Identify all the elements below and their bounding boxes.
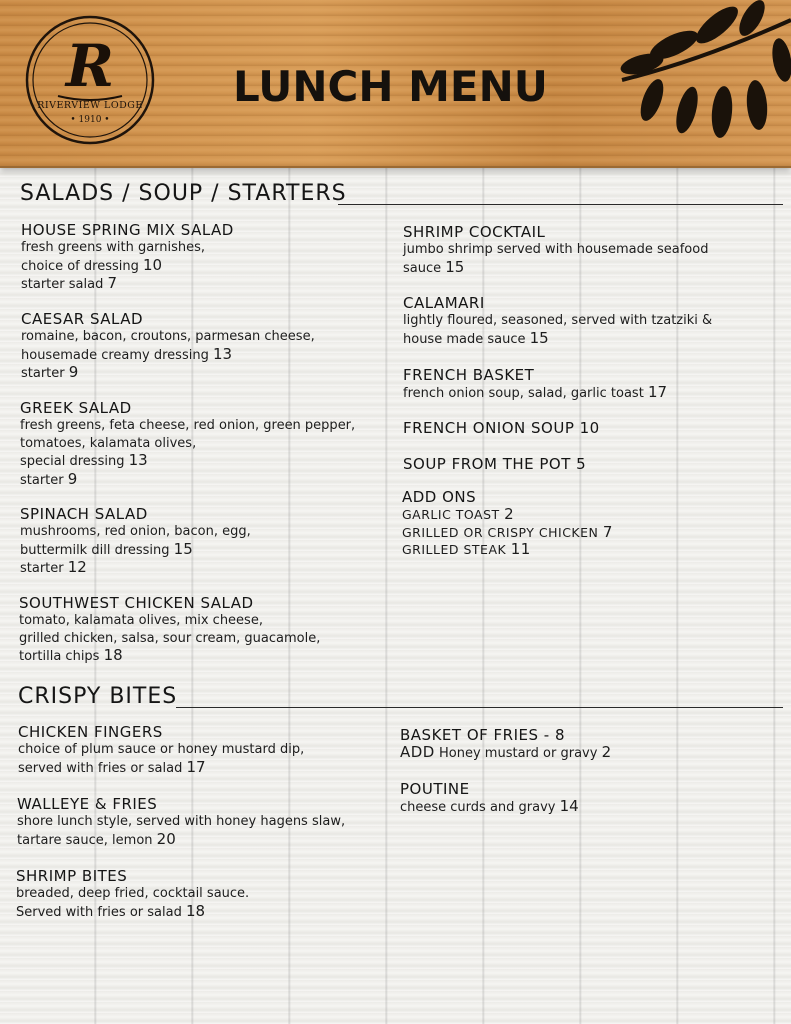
- riverview-lodge-logo: [24, 14, 156, 146]
- item-description: tortilla chips 18: [19, 646, 123, 664]
- item-price: 18: [185, 901, 206, 920]
- item-description: ADD Honey mustard or gravy 2: [400, 743, 612, 761]
- item-description: french onion soup, salad, garlic toast 17: [403, 383, 668, 401]
- section-title-salads: SALADS / SOUP / STARTERS: [20, 181, 347, 206]
- menu-item-shrimp-cocktail: [403, 223, 708, 277]
- item-description: special dressing 13: [20, 451, 148, 469]
- add-on-option: GRILLED STEAK 11: [402, 540, 531, 558]
- item-description: served with fries or salad 17: [18, 757, 206, 776]
- item-description: house made sauce 15: [403, 328, 549, 347]
- logo-year: • 1910 •: [70, 115, 110, 125]
- menu-item-walleye-fries: [17, 795, 345, 849]
- item-price: 13: [212, 344, 233, 363]
- item-price: 17: [186, 757, 206, 776]
- item-name: CALAMARI: [403, 294, 485, 312]
- item-description: romaine, bacon, croutons, parmesan cheese,: [21, 329, 315, 344]
- item-description: fresh greens with garnishes,: [21, 240, 206, 255]
- menu-item-french-onion-soup: [403, 419, 600, 437]
- item-price: 20: [156, 829, 176, 848]
- item-name: ADD ONS: [402, 488, 477, 506]
- item-price: 15: [173, 539, 193, 558]
- item-description: sauce 15: [403, 257, 465, 276]
- logo-name: RIVERVIEW LODGE: [37, 100, 143, 111]
- item-price: 2: [601, 743, 612, 761]
- menu-item-calamari: [403, 294, 712, 348]
- item-name: SOUP FROM THE POT 5: [403, 455, 587, 473]
- menu-item-french-basket: [403, 366, 667, 403]
- menu-item-poutine: [400, 780, 579, 817]
- item-price: 2: [504, 505, 515, 523]
- item-description: starter salad 7: [21, 274, 118, 292]
- item-description: choice of plum sauce or honey mustard dip,: [18, 742, 305, 757]
- menu-item-basket-of-fries: [400, 726, 611, 763]
- item-name: HOUSE SPRING MIX SALAD: [21, 221, 234, 239]
- item-description: shore lunch style, served with honey hagens slaw,: [17, 814, 346, 829]
- logo-seal-icon: [24, 14, 156, 146]
- item-description: mushrooms, red onion, bacon, egg,: [20, 524, 251, 539]
- menu-item-soup-from-the-pot: [403, 455, 586, 473]
- item-name: SHRIMP BITES: [16, 867, 128, 885]
- item-name: POUTINE: [400, 780, 470, 798]
- section-divider: [338, 204, 783, 205]
- item-description: lightly floured, seasoned, served with tzatziki &: [403, 313, 713, 328]
- item-description: tomato, kalamata olives, mix cheese,: [19, 613, 263, 628]
- item-price: 7: [602, 522, 613, 541]
- item-name: SPINACH SALAD: [20, 505, 148, 523]
- logo-letter: R: [65, 32, 115, 100]
- section-title-crispy-bites: CRISPY BITES: [18, 684, 178, 709]
- item-description: grilled chicken, salsa, sour cream, guacamole,: [19, 630, 321, 646]
- item-description: tomatoes, kalamata olives,: [20, 435, 197, 451]
- add-on-option: GRILLED OR CRISPY CHICKEN 7: [402, 522, 613, 541]
- item-price: 13: [128, 451, 148, 469]
- item-description: buttermilk dill dressing 15: [20, 539, 193, 558]
- item-price: 15: [445, 257, 465, 276]
- item-description: starter 9: [20, 469, 78, 488]
- item-name: WALLEYE & FRIES: [17, 795, 158, 813]
- menu-item-shrimp-bites: [16, 867, 249, 921]
- item-description: fresh greens, feta cheese, red onion, green pepper,: [20, 418, 356, 433]
- item-price: 7: [107, 274, 118, 292]
- item-name: BASKET OF FRIES - 8: [400, 726, 565, 744]
- menu-item-greek-salad: [20, 399, 355, 489]
- item-price: 10: [142, 255, 163, 274]
- item-description: cheese curds and gravy 14: [400, 797, 579, 815]
- item-price: 17: [647, 383, 668, 401]
- item-description: breaded, deep fried, cocktail sauce.: [16, 886, 250, 901]
- item-description: starter 9: [21, 363, 79, 381]
- item-description: starter 12: [20, 558, 87, 576]
- item-name: CHICKEN FINGERS: [18, 723, 163, 741]
- item-name: FRENCH BASKET: [403, 366, 535, 384]
- item-name: CAESAR SALAD: [21, 310, 144, 328]
- menu-item-spinach-salad: [20, 505, 251, 578]
- page-title: LUNCH MENU: [233, 62, 548, 111]
- item-price: 9: [68, 363, 79, 381]
- add-on-option: GARLIC TOAST 2: [402, 505, 515, 523]
- menu-item-house-salad: [21, 221, 234, 294]
- item-name: SHRIMP COCKTAIL: [403, 223, 546, 241]
- menu-item-caesar-salad: [21, 310, 315, 383]
- item-description: housemade creamy dressing 13: [21, 344, 233, 363]
- item-price: 11: [510, 540, 531, 558]
- item-description: Served with fries or salad 18: [16, 901, 206, 920]
- leaf-branch-icon: [612, 0, 791, 150]
- item-name: SOUTHWEST CHICKEN SALAD: [19, 594, 254, 612]
- menu-item-add-ons: [402, 488, 613, 559]
- section-divider: [176, 707, 783, 708]
- item-price: 14: [559, 797, 579, 815]
- item-name: FRENCH ONION SOUP 10: [403, 419, 600, 437]
- item-description: jumbo shrimp served with housemade seafood: [403, 242, 709, 257]
- menu-item-chicken-fingers: [18, 723, 304, 777]
- item-price: 15: [529, 328, 549, 347]
- item-description: tartare sauce, lemon 20: [17, 829, 176, 848]
- item-name: GREEK SALAD: [20, 399, 132, 417]
- item-price: 9: [67, 469, 78, 488]
- item-price: 18: [103, 646, 123, 664]
- item-description: choice of dressing 10: [21, 255, 163, 274]
- item-price: 12: [67, 558, 87, 576]
- menu-item-southwest-salad: [19, 594, 320, 666]
- header-banner: [0, 0, 791, 168]
